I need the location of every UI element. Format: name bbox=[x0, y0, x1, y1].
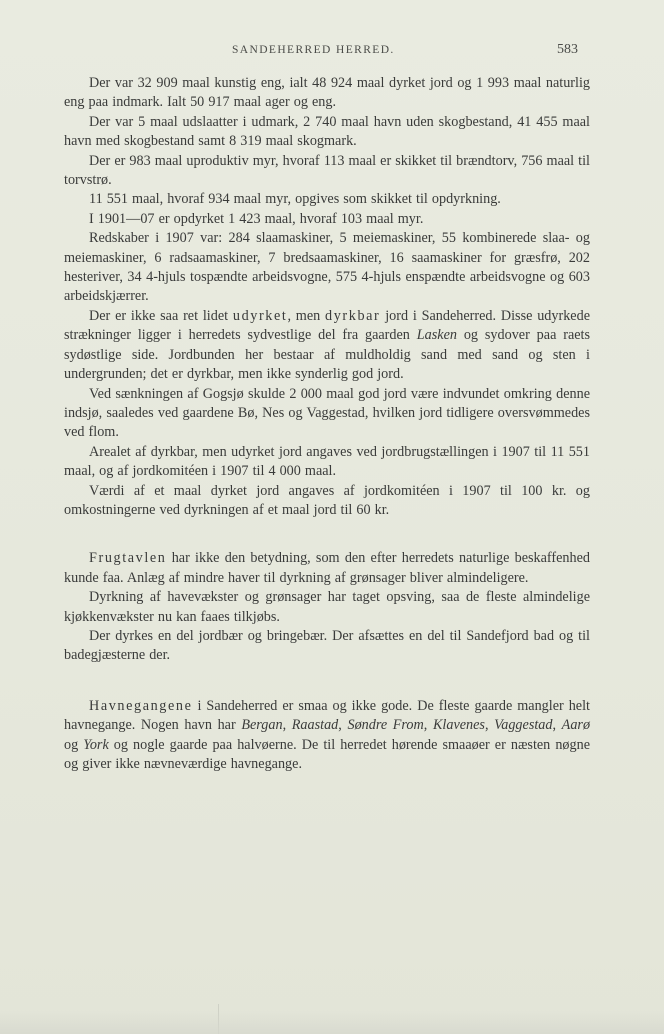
paragraph-value: Værdi af et maal dyrket jord angaves af jordkomitéen i 1907 til 100 kr. og omkostningerne ved dyrkningen af et maal jord til 60 kr. bbox=[64, 482, 590, 518]
farm-name: Bergan bbox=[241, 717, 283, 734]
text-run: , men bbox=[287, 307, 326, 324]
text-run: i Sandeherred er smaa og ikke gode. De fleste gaarde mangler helt havnegange. Nogen havn har bbox=[64, 697, 590, 734]
paragraph-cleared: I 1901—07 er opdyrket 1 423 maal, hvoraf 103 maal myr. bbox=[89, 210, 424, 227]
section-lead-frugtavlen: Frugtavlen bbox=[89, 550, 167, 567]
paragraph-fruit bbox=[64, 549, 590, 588]
text-run: Der er ikke saa ret lidet bbox=[89, 307, 233, 324]
page-header bbox=[0, 42, 664, 62]
text-run: og nogle gaarde paa halvøerne. De til herredet hørende smaaøer er næsten nøgne og giver ikke nævneværdige havnegange. bbox=[64, 736, 590, 772]
paragraph-bog: Der er 983 maal uproduktiv myr, hvoraf 113 maal er skikket til brændtorv, 756 maal til torvstrø. bbox=[64, 152, 590, 189]
paragraph-vegetables: Dyrkning af havevækster og grønsager har taget opsving, saa de fleste almindelige kjøkkenvækster nu kan faaes tilkjøbs. bbox=[64, 589, 590, 625]
separator: , bbox=[338, 717, 348, 734]
paragraph-uncultivated bbox=[64, 307, 590, 385]
paragraph-pasture: Der var 5 maal udslaatter i udmark, 2 740 maal havn uden skogbestand, 41 455 maal havn med skogbestand samt 8 319 maal skogmark. bbox=[64, 113, 590, 150]
text-run: jord i Sandeherred. Disse udyrkede strækninger ligger i herredets sydvestlige del fra gaarden bbox=[64, 307, 590, 344]
paragraph-area: Arealet af dyrkbar, men udyrket jord angaves ved jordbrugstællingen i 1907 til 11 551 maal, og af jordkomitéen i 1907 til 4 000 maal. bbox=[64, 443, 590, 480]
farm-name: Vaggestad bbox=[494, 717, 553, 734]
paragraph-implements: Redskaber i 1907 var: 284 slaamaskiner, 5 meiemaskiner, 55 kombinerede slaa- og meiemaskiner, 6 radsaamaskiner, 7 bredsaamaskiner, 16 saamaskiner for græsfrø, 202 hesteriver, 34 4-hjuls tospændte arbeidsvogne, 575 4-hjuls enspændte arbeidsvogne og 603 arbeidskjærrer. bbox=[64, 230, 590, 305]
body-text bbox=[64, 74, 590, 774]
separator: , bbox=[423, 717, 433, 734]
farm-name: Aarø bbox=[561, 717, 591, 734]
text-run: har ikke den betydning, som den efter herredets naturlige beskaffenhed kunde faa. Anlæg af mindre haver til dyrkning af grønsager bliver almindeligere. bbox=[64, 550, 590, 586]
section-lead-havnegangene: Havnegangene bbox=[89, 697, 193, 714]
section-gap bbox=[64, 666, 590, 697]
running-title: SANDEHERRED HERRED. bbox=[232, 44, 395, 56]
paragraph-arable: 11 551 maal, hvoraf 934 maal myr, opgives som skikket til opdyrkning. bbox=[89, 191, 501, 208]
separator: , bbox=[552, 717, 562, 734]
farm-name: Klavenes bbox=[432, 717, 485, 734]
paragraph-gogsjo: Ved sænkningen af Gogsjø skulde 2 000 maal god jord være indvundet omkring denne indsjø, saaledes ved gaardene Bø, Nes og Vaggestad, hvilken jord tidligere oversvømmedes ved flom. bbox=[64, 385, 590, 441]
farm-name: Raastad bbox=[291, 717, 339, 734]
page-number: 583 bbox=[557, 42, 578, 57]
separator: og bbox=[64, 736, 84, 753]
paragraph-cultivated-land: Der var 32 909 maal kunstig eng, ialt 48 924 maal dyrket jord og 1 993 maal naturlig eng paa indmark. Ialt 50 917 maal ager og eng. bbox=[64, 75, 590, 111]
scan-bottom-shade bbox=[0, 1010, 664, 1034]
place-name-lasken: Lasken bbox=[416, 327, 457, 344]
paragraph-berries: Der dyrkes en del jordbær og bringebær. Der afsættes en del til Sandefjord bad og til badegjæsterne der. bbox=[64, 627, 590, 664]
farm-name: Søndre From bbox=[347, 717, 424, 734]
spaced-term-udyrket: udyrket bbox=[232, 307, 288, 324]
separator: , bbox=[282, 717, 292, 734]
separator: , bbox=[484, 717, 495, 734]
text-run: og sydover paa raets sydøstlige side. Jordbunden her bestaar af muldholdig sand med sand og sten i undergrunden; det er dyrkbar, men ikke synderlig god jord. bbox=[64, 327, 591, 383]
paragraph-pastures bbox=[64, 697, 590, 775]
farm-name: York bbox=[83, 736, 109, 753]
section-gap bbox=[64, 520, 590, 549]
spaced-term-dyrkbar: dyrkbar bbox=[325, 307, 381, 324]
